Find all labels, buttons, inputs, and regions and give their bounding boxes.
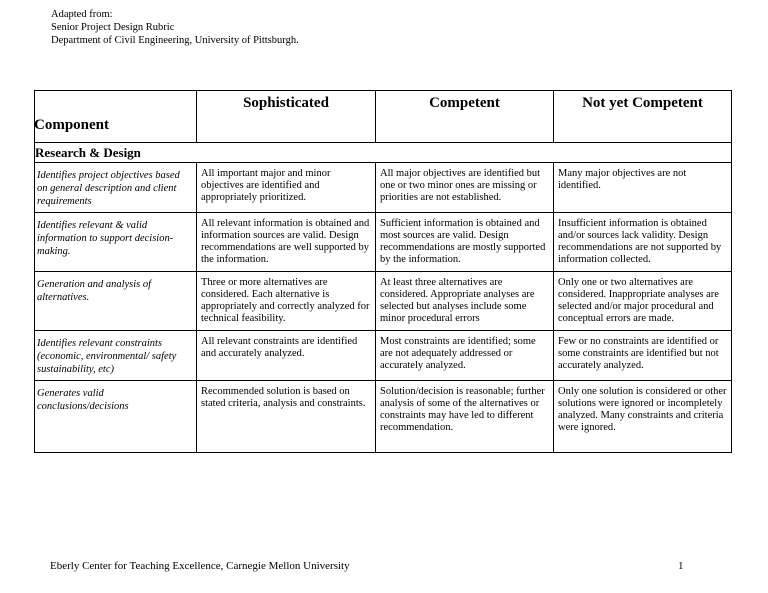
column-header-competent: Competent xyxy=(376,91,554,143)
not-yet-competent-cell: Few or no constraints are identified or some constraints are identified but not accurately analyzed. xyxy=(554,331,732,381)
table-header-row xyxy=(35,91,732,143)
table-row xyxy=(35,381,732,453)
component-label: Component xyxy=(34,117,110,133)
rubric-table xyxy=(34,90,732,453)
source-note-line-3: Department of Civil Engineering, University of Pittsburgh. xyxy=(51,35,299,46)
page-number: 1 xyxy=(678,560,684,572)
section-title: Research & Design xyxy=(35,143,732,163)
criterion-cell: Generates valid conclusions/decisions xyxy=(35,381,197,453)
sophisticated-cell: All important major and minor objectives are identified and appropriately prioritized. xyxy=(197,163,376,213)
sophisticated-cell: All relevant constraints are identified and accurately analyzed. xyxy=(197,331,376,381)
sophisticated-cell: All relevant information is obtained and information sources are valid. Design recommendations are well supported by the information. xyxy=(197,213,376,272)
table-row xyxy=(35,213,732,272)
column-header-sophisticated: Sophisticated xyxy=(197,91,376,143)
criterion-cell: Generation and analysis of alternatives. xyxy=(35,272,197,331)
source-note xyxy=(51,8,299,47)
not-yet-competent-cell: Insufficient information is obtained and/or sources lack validity. Design recommendations are not supported by information collected. xyxy=(554,213,732,272)
column-header-not-yet-competent: Not yet Competent xyxy=(554,91,732,143)
criterion-cell: Identifies relevant & valid information to support decision-making. xyxy=(35,213,197,272)
not-yet-competent-cell: Only one or two alternatives are considered. Inappropriate analyses are selected and/or major procedural and conceptual errors are made. xyxy=(554,272,732,331)
competent-cell: Sufficient information is obtained and most sources are valid. Design recommendations are mostly supported by the information. xyxy=(376,213,554,272)
table-row xyxy=(35,272,732,331)
competent-cell: Solution/decision is reasonable; further analysis of some of the alternatives or constraints may have led to different recommendation. xyxy=(376,381,554,453)
table-row xyxy=(35,163,732,213)
criterion-cell: Identifies relevant constraints (economic, environmental/ safety sustainability, etc) xyxy=(35,331,197,381)
table-row xyxy=(35,331,732,381)
source-note-line-1: Adapted from: xyxy=(51,9,113,20)
competent-cell: All major objectives are identified but one or two minor ones are missing or priorities are not established. xyxy=(376,163,554,213)
competent-cell: Most constraints are identified; some are not adequately addressed or accurately analyzed. xyxy=(376,331,554,381)
competent-cell: At least three alternatives are considered. Appropriate analyses are selected but analyses include some minor procedural errors xyxy=(376,272,554,331)
section-row xyxy=(35,143,732,163)
not-yet-competent-cell: Only one solution is considered or other solutions were ignored or incompletely analyzed. Many constraints and criteria were ignored. xyxy=(554,381,732,453)
source-note-line-2: Senior Project Design Rubric xyxy=(51,22,175,33)
not-yet-competent-cell: Many major objectives are not identified. xyxy=(554,163,732,213)
sophisticated-cell: Recommended solution is based on stated criteria, analysis and constraints. xyxy=(197,381,376,453)
footer-institution: Eberly Center for Teaching Excellence, Carnegie Mellon University xyxy=(50,560,350,572)
sophisticated-cell: Three or more alternatives are considered. Each alternative is appropriately and correctly analyzed for technical feasibility. xyxy=(197,272,376,331)
criterion-cell: Identifies project objectives based on general description and client requirements xyxy=(35,163,197,213)
